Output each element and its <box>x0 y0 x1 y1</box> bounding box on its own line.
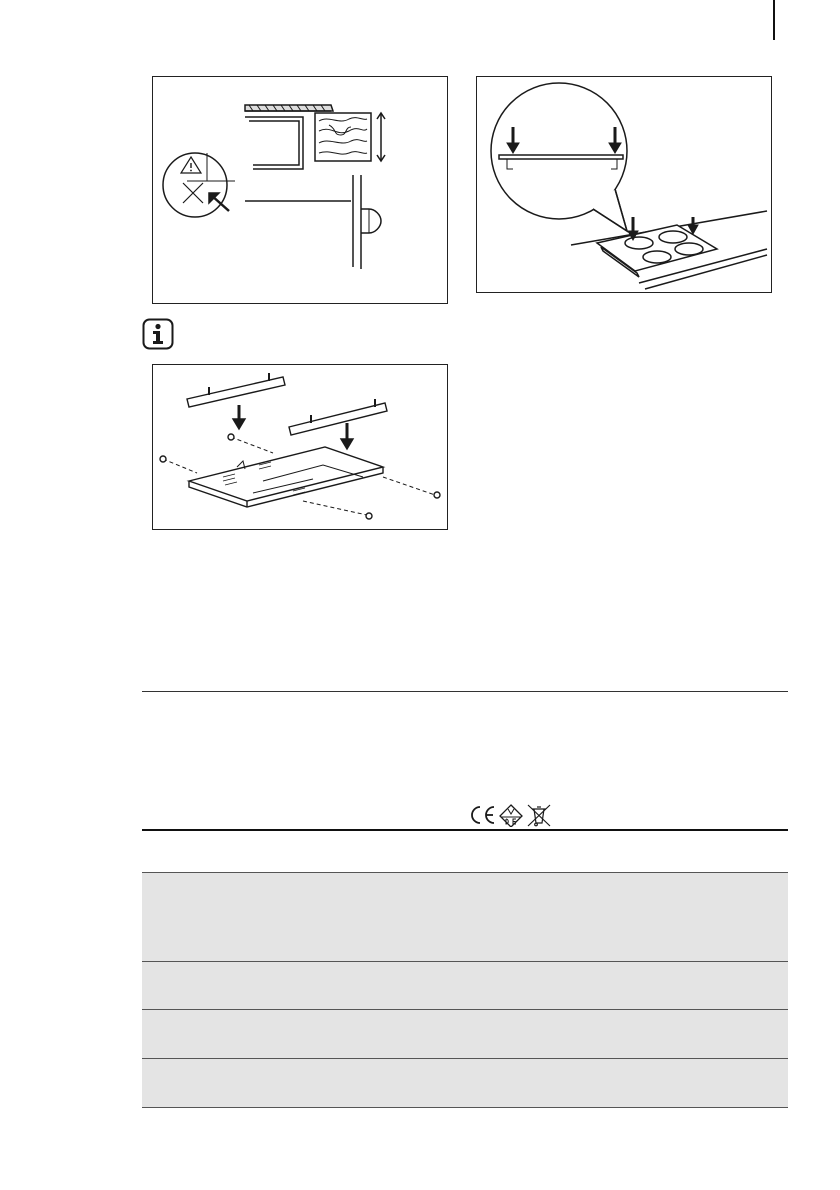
mounting-kit-drawing <box>153 365 447 529</box>
worktop-clearance-drawing <box>153 77 447 303</box>
worktop-clearance-figure <box>152 76 448 304</box>
hob-placement-drawing <box>477 77 771 292</box>
mounting-kit-figure <box>152 364 448 530</box>
ce-mark-icon <box>472 807 494 823</box>
table-top-rule <box>142 829 788 831</box>
vde-mark-icon <box>500 805 522 827</box>
table-row <box>142 962 788 1009</box>
crop-mark <box>773 0 775 40</box>
table-bottom-rule <box>142 1107 788 1108</box>
table-row <box>142 1010 788 1058</box>
info-icon <box>142 318 174 350</box>
hob-placement-figure <box>476 76 772 293</box>
section-divider <box>142 691 788 692</box>
table-row <box>142 1059 788 1107</box>
compliance-marks <box>466 803 558 827</box>
weee-bin-icon <box>528 805 550 826</box>
table-row <box>142 873 788 961</box>
